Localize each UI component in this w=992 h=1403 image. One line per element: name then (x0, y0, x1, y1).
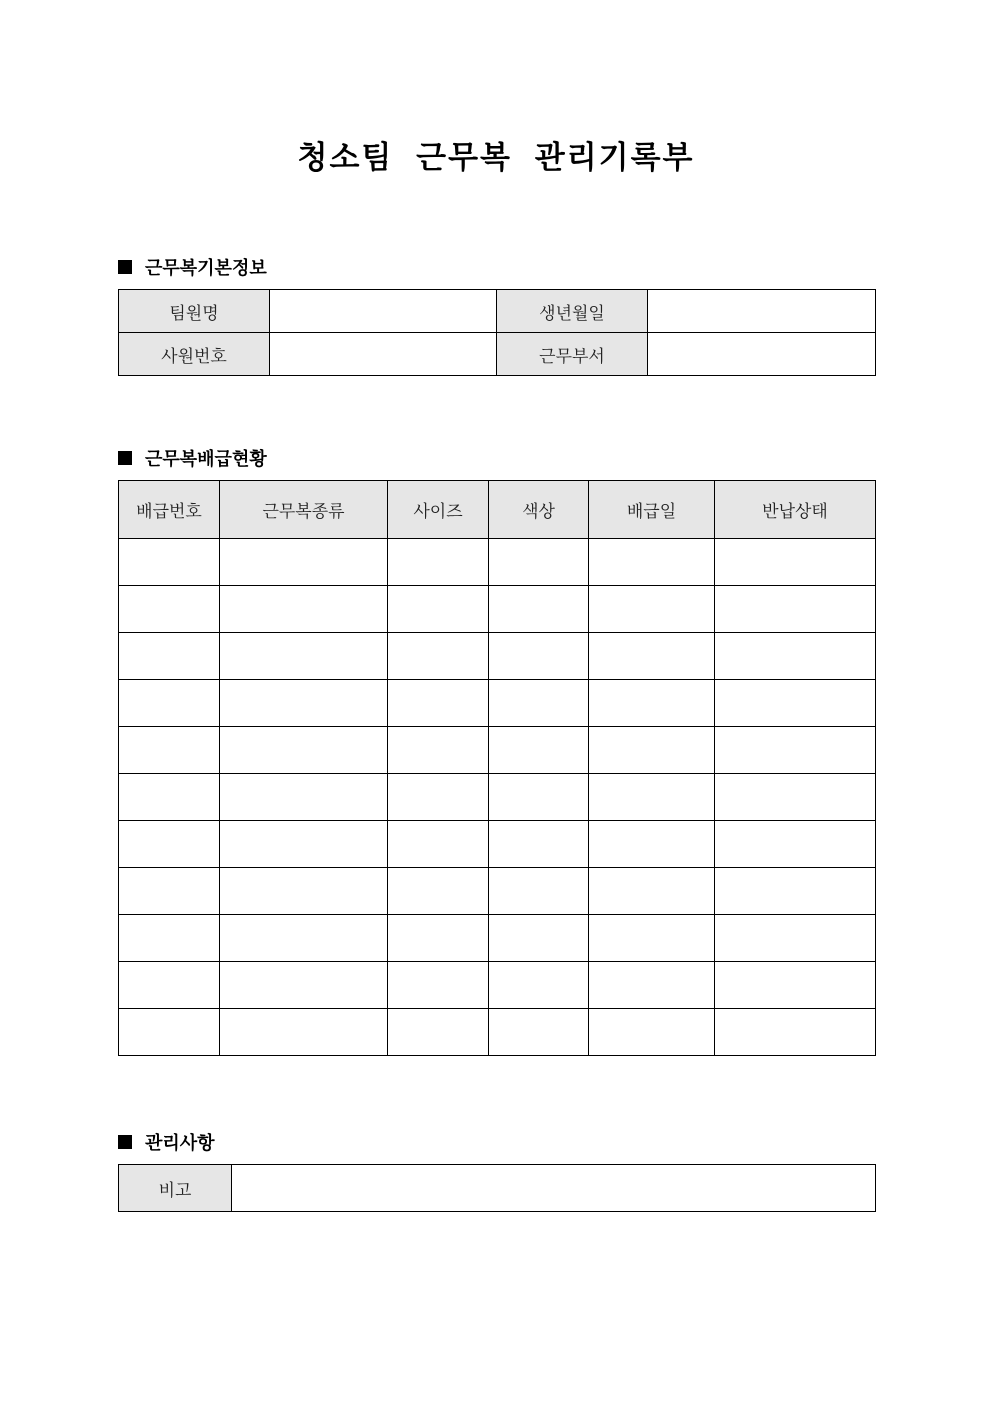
table-cell[interactable] (220, 821, 388, 868)
section-heading-basic-label: 근무복기본정보 (145, 258, 267, 279)
table-cell[interactable] (489, 727, 589, 774)
table-cell[interactable] (388, 633, 489, 680)
label-department: 근무부서 (497, 333, 648, 376)
table-cell[interactable] (489, 868, 589, 915)
section-heading-distribution (118, 445, 267, 471)
table-row (119, 539, 876, 586)
table-cell[interactable] (715, 727, 876, 774)
section-heading-management (118, 1129, 215, 1155)
table-cell[interactable] (489, 586, 589, 633)
table-cell[interactable] (388, 774, 489, 821)
table-row (119, 821, 876, 868)
label-remarks: 비고 (119, 1165, 232, 1212)
column-header: 색상 (489, 481, 589, 539)
table-cell[interactable] (220, 727, 388, 774)
table-cell[interactable] (220, 586, 388, 633)
square-bullet-icon (118, 1135, 132, 1149)
table-cell[interactable] (388, 868, 489, 915)
management-table (118, 1164, 876, 1212)
table-row (119, 633, 876, 680)
table-cell[interactable] (388, 962, 489, 1009)
table-cell[interactable] (220, 915, 388, 962)
table-cell[interactable] (589, 1009, 715, 1056)
table-cell[interactable] (388, 586, 489, 633)
table-row (119, 915, 876, 962)
table-cell[interactable] (489, 633, 589, 680)
table-cell[interactable] (388, 821, 489, 868)
table-cell[interactable] (715, 915, 876, 962)
table-cell[interactable] (715, 680, 876, 727)
square-bullet-icon (118, 451, 132, 465)
table-cell[interactable] (388, 915, 489, 962)
table-cell[interactable] (220, 962, 388, 1009)
table-cell[interactable] (489, 774, 589, 821)
field-department[interactable] (648, 333, 876, 376)
table-cell[interactable] (715, 633, 876, 680)
square-bullet-icon (118, 260, 132, 274)
distribution-table (118, 480, 876, 1056)
table-cell[interactable] (220, 868, 388, 915)
section-heading-basic (118, 254, 267, 280)
table-cell[interactable] (119, 774, 220, 821)
column-header: 근무복종류 (220, 481, 388, 539)
column-header: 배급번호 (119, 481, 220, 539)
column-header: 배급일 (589, 481, 715, 539)
table-cell[interactable] (220, 633, 388, 680)
table-cell[interactable] (715, 1009, 876, 1056)
label-team-member-name: 팀원명 (119, 290, 270, 333)
table-row (119, 1165, 876, 1212)
table-cell[interactable] (715, 962, 876, 1009)
table-row (119, 727, 876, 774)
field-birth-date[interactable] (648, 290, 876, 333)
table-cell[interactable] (388, 727, 489, 774)
table-cell[interactable] (388, 680, 489, 727)
table-cell[interactable] (220, 1009, 388, 1056)
table-cell[interactable] (715, 868, 876, 915)
section-heading-management-label: 관리사항 (145, 1133, 215, 1154)
table-cell[interactable] (589, 633, 715, 680)
table-cell[interactable] (489, 962, 589, 1009)
table-row (119, 290, 876, 333)
table-cell[interactable] (119, 680, 220, 727)
page-title: 청소팀 근무복 관리기록부 (297, 140, 695, 176)
label-employee-number: 사원번호 (119, 333, 270, 376)
table-row (119, 962, 876, 1009)
table-cell[interactable] (220, 774, 388, 821)
table-cell[interactable] (589, 680, 715, 727)
section-heading-distribution-label: 근무복배급현황 (145, 449, 267, 470)
table-header-row (119, 481, 876, 539)
table-cell[interactable] (119, 727, 220, 774)
table-cell[interactable] (119, 539, 220, 586)
table-cell[interactable] (388, 539, 489, 586)
table-cell[interactable] (489, 821, 589, 868)
table-cell[interactable] (119, 586, 220, 633)
field-team-member-name[interactable] (270, 290, 497, 333)
table-cell[interactable] (715, 539, 876, 586)
table-cell[interactable] (715, 774, 876, 821)
table-cell[interactable] (715, 586, 876, 633)
table-cell[interactable] (220, 539, 388, 586)
field-employee-number[interactable] (270, 333, 497, 376)
table-cell[interactable] (489, 680, 589, 727)
table-cell[interactable] (589, 586, 715, 633)
table-cell[interactable] (119, 1009, 220, 1056)
table-row (119, 1009, 876, 1056)
table-cell[interactable] (119, 915, 220, 962)
table-cell[interactable] (589, 727, 715, 774)
column-header: 반납상태 (715, 481, 876, 539)
table-cell[interactable] (119, 821, 220, 868)
field-remarks[interactable] (232, 1165, 876, 1212)
table-cell[interactable] (119, 962, 220, 1009)
table-cell[interactable] (489, 915, 589, 962)
table-cell[interactable] (119, 868, 220, 915)
table-row (119, 586, 876, 633)
table-cell[interactable] (589, 868, 715, 915)
table-cell[interactable] (388, 1009, 489, 1056)
table-cell[interactable] (489, 1009, 589, 1056)
table-row (119, 868, 876, 915)
table-cell[interactable] (489, 539, 589, 586)
basic-info-table (118, 289, 876, 376)
table-cell[interactable] (589, 539, 715, 586)
table-cell[interactable] (589, 821, 715, 868)
table-cell[interactable] (589, 962, 715, 1009)
table-cell[interactable] (119, 633, 220, 680)
table-cell[interactable] (589, 915, 715, 962)
table-cell[interactable] (715, 821, 876, 868)
table-row (119, 774, 876, 821)
table-cell[interactable] (220, 680, 388, 727)
label-birth-date: 생년월일 (497, 290, 648, 333)
table-cell[interactable] (589, 774, 715, 821)
table-row (119, 680, 876, 727)
table-row (119, 333, 876, 376)
column-header: 사이즈 (388, 481, 489, 539)
